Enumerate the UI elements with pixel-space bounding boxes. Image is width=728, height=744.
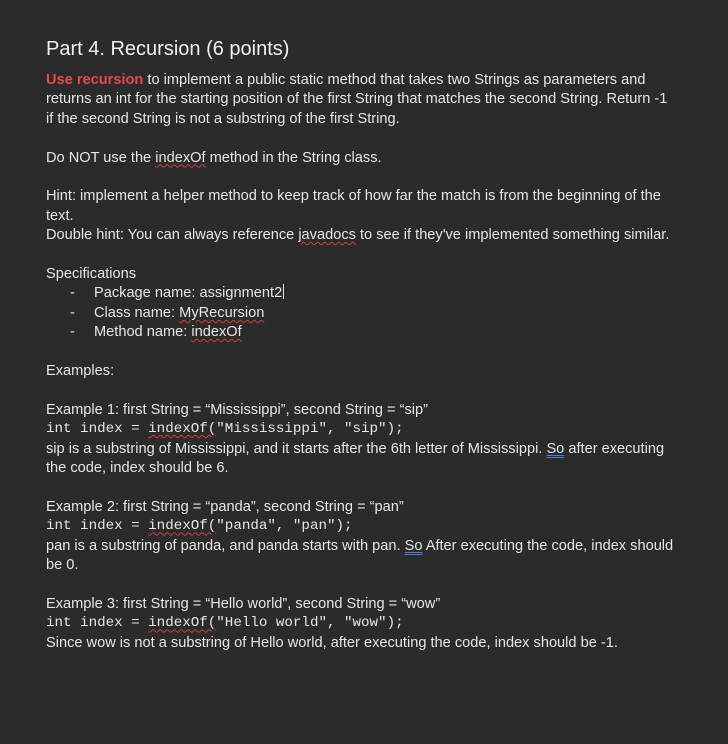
spec-label: Package name: [94, 285, 200, 302]
double-hint-text: Double hint: You can always reference [46, 227, 299, 244]
spec-label: Method name: [94, 324, 192, 341]
example-explanation [46, 537, 676, 576]
example-title: Example 1: first String = “Mississippi”, second String = “sip” [46, 401, 428, 418]
intro-paragraph [46, 71, 676, 129]
spec-label: Class name: [94, 304, 180, 321]
spec-value: assignment2 [199, 285, 283, 302]
specs-heading: Specifications [46, 266, 137, 283]
restriction-paragraph [46, 149, 676, 168]
specs-list [46, 284, 676, 342]
spell-flagged-term[interactable]: indexOf( [148, 421, 217, 438]
list-bullet: - [70, 304, 75, 321]
spell-flagged-term[interactable]: javadocs [298, 227, 356, 244]
example-title: Example 3: first String = “Hello world”, second String = “wow” [46, 595, 441, 612]
code-text: int index = [46, 615, 149, 632]
double-hint-text-end: to see if they've implemented something similar. [355, 227, 670, 244]
code-line [46, 517, 676, 536]
grammar-flagged-term[interactable]: So [404, 537, 423, 554]
code-text: int index = [46, 421, 149, 438]
explain-text: sip is a substring of Mississippi, and it starts after the 6th letter of Mississippi. [46, 440, 547, 457]
spec-item-package [46, 284, 676, 303]
restriction-text: Do NOT use the [46, 149, 156, 166]
code-line [46, 420, 676, 439]
code-text-end: "Mississippi", "sip"); [216, 421, 404, 438]
list-bullet: - [70, 324, 75, 341]
document-body [46, 36, 676, 653]
explain-text-end: After executing the code, index should be 0. [46, 537, 674, 574]
example-title: Example 2: first String = “panda”, second String = “pan” [46, 498, 404, 515]
code-text: int index = [46, 518, 149, 535]
example-block [46, 595, 676, 653]
list-bullet: - [70, 285, 75, 302]
example-block [46, 401, 676, 479]
code-text-end: "Hello world", "wow"); [216, 615, 404, 632]
example-explanation: Since wow is not a substring of Hello world, after executing the code, index should be -1. [46, 634, 618, 651]
explain-text: pan is a substring of panda, and panda starts with pan. [46, 537, 405, 554]
spell-flagged-term[interactable]: indexOf [191, 324, 242, 341]
emphasis-text: Use recursion [46, 72, 144, 88]
code-line [46, 614, 676, 633]
restriction-text-end: method in the String class. [205, 149, 382, 166]
intro-text: to implement a public static method that takes two Strings as parameters and returns an int for the starting position of the first String that matches the second String. Return -1 if the second String is not a substring of the first String. [46, 72, 668, 127]
double-hint-paragraph [46, 226, 676, 245]
spec-item-class [46, 304, 676, 323]
examples-heading: Examples: [46, 363, 115, 380]
spell-flagged-term[interactable]: MyRecursion [179, 304, 265, 321]
grammar-flagged-term[interactable]: So [546, 440, 565, 457]
example-block [46, 498, 676, 576]
section-title: Part 4. Recursion (6 points) [46, 38, 290, 60]
code-text-end: "panda", "pan"); [216, 518, 353, 535]
spell-flagged-term[interactable]: indexOf [155, 149, 206, 166]
explain-text-end: after executing the code, index should be 6. [46, 440, 665, 477]
spell-flagged-term[interactable]: indexOf( [148, 615, 217, 632]
hint-paragraph: Hint: implement a helper method to keep track of how far the match is from the beginning of the text. [46, 188, 661, 224]
spec-item-method [46, 323, 676, 342]
example-explanation [46, 440, 676, 479]
spell-flagged-term[interactable]: indexOf( [148, 518, 217, 535]
text-cursor [283, 284, 284, 299]
